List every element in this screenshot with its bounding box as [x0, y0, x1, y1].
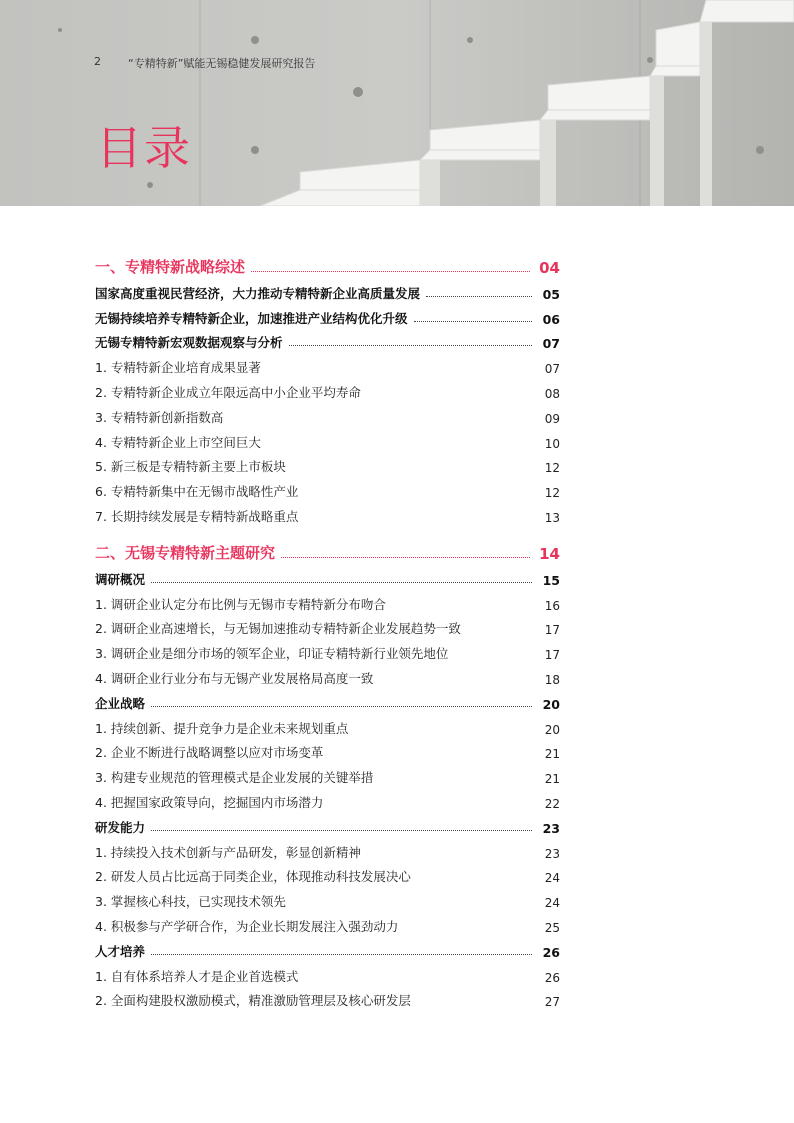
- toc-entry-page: 21: [544, 747, 560, 762]
- toc-item[interactable]: [95, 836, 560, 861]
- toc-entry-label: 3. 调研企业是细分市场的领军企业，印证专精特新行业领先地位: [95, 646, 449, 662]
- report-title: “专精特新”赋能无锡稳健发展研究报告: [128, 57, 316, 70]
- toc-item[interactable]: [95, 376, 560, 401]
- toc-entry-label: 1. 专精特新企业培育成果显著: [95, 360, 261, 376]
- toc-subheading[interactable]: [95, 327, 560, 352]
- toc-item[interactable]: [95, 451, 560, 476]
- toc-entry-page: 24: [544, 871, 560, 886]
- toc-subheading[interactable]: [95, 687, 560, 712]
- toc-entry-label: 4. 积极参与产学研合作，为企业长期发展注入强劲动力: [95, 918, 399, 934]
- toc-section-label: 一、专精特新战略综述: [95, 258, 246, 276]
- toc-item[interactable]: [95, 712, 560, 737]
- toc-entry-page: 23: [544, 846, 560, 861]
- toc-item[interactable]: [95, 401, 560, 426]
- toc-subheading[interactable]: [95, 935, 560, 960]
- toc-heading: 目录: [96, 121, 192, 175]
- toc-entry-page: 15: [542, 572, 560, 588]
- dot-leader: [151, 706, 532, 707]
- toc-entry-page: 24: [544, 896, 560, 911]
- dot-leader: [281, 557, 530, 558]
- toc-entry-label: 1. 自有体系培养人才是企业首选模式: [95, 968, 299, 984]
- toc-entry-page: 26: [544, 970, 560, 985]
- toc-entry-label: 7. 长期持续发展是专精特新战略重点: [95, 508, 299, 524]
- toc-section-label: 二、无锡专精特新主题研究: [95, 543, 276, 562]
- toc-entry-page: 07: [542, 336, 560, 352]
- page-number: 2: [94, 55, 101, 68]
- toc-entry-label: 4. 把握国家政策导向，挖掘国内市场潜力: [95, 794, 324, 810]
- toc-item[interactable]: [95, 426, 560, 451]
- toc-subheading[interactable]: [95, 563, 560, 588]
- dot-leader: [151, 582, 532, 583]
- toc-entry-label: 调研概况: [95, 571, 146, 587]
- toc-entry-page: 17: [544, 648, 560, 663]
- toc-entry-page: 23: [542, 820, 560, 836]
- toc-entry-label: 无锡持续培养专精特新企业，加速推进产业结构优化升级: [95, 310, 408, 326]
- toc-entry-page: 16: [544, 598, 560, 613]
- toc-entry-label: 人才培养: [95, 943, 146, 959]
- toc-item[interactable]: [95, 985, 560, 1010]
- toc-entry-label: 2. 调研企业高速增长，与无锡加速推动专精特新企业发展趋势一致: [95, 621, 461, 637]
- toc-entry-page: 18: [544, 672, 560, 687]
- toc-entry-label: 1. 调研企业认定分布比例与无锡市专精特新分布吻合: [95, 596, 386, 612]
- toc-item[interactable]: [95, 885, 560, 910]
- toc-entry-page: 22: [544, 796, 560, 811]
- toc-item[interactable]: [95, 475, 560, 500]
- toc-entry-page: 12: [544, 486, 560, 501]
- toc-item[interactable]: [95, 960, 560, 985]
- toc-entry-label: 国家高度重视民营经济，大力推动专精特新企业高质量发展: [95, 285, 421, 301]
- toc-entry-label: 2. 企业不断进行战略调整以应对市场变革: [95, 745, 324, 761]
- toc-section[interactable]: [95, 539, 560, 563]
- toc-entry-page: 27: [544, 995, 560, 1010]
- toc-entry-page: 25: [544, 920, 560, 935]
- toc-entry-label: 1. 持续创新、提升竞争力是企业未来规划重点: [95, 720, 349, 736]
- toc-item[interactable]: [95, 786, 560, 811]
- toc-item[interactable]: [95, 637, 560, 662]
- toc-entry-label: 3. 构建专业规范的管理模式是企业发展的关键举措: [95, 770, 374, 786]
- toc-item[interactable]: [95, 861, 560, 886]
- toc-entry-page: 13: [544, 510, 560, 525]
- toc-section-page: 04: [539, 259, 560, 277]
- toc-section-page: 14: [539, 544, 560, 563]
- toc-entry-page: 07: [544, 362, 560, 377]
- toc-entry-label: 2. 全面构建股权激励模式，精准激励管理层及核心研发层: [95, 993, 411, 1009]
- toc-entry-page: 20: [544, 722, 560, 737]
- toc-entry-label: 5. 新三板是专精特新主要上市板块: [95, 459, 286, 475]
- header-banner-image: [0, 0, 794, 206]
- toc-item[interactable]: [95, 761, 560, 786]
- dot-leader: [414, 321, 532, 322]
- toc-entry-label: 2. 研发人员占比远高于同类企业，体现推动科技发展决心: [95, 869, 411, 885]
- toc-entry-page: 05: [542, 286, 560, 302]
- dot-leader: [151, 954, 532, 955]
- toc-subheading[interactable]: [95, 811, 560, 836]
- table-of-contents: [95, 250, 560, 1009]
- toc-entry-label: 研发能力: [95, 819, 146, 835]
- toc-item[interactable]: [95, 351, 560, 376]
- toc-entry-page: 17: [544, 623, 560, 638]
- dot-leader: [251, 271, 530, 272]
- toc-entry-label: 3. 专精特新创新指数高: [95, 409, 224, 425]
- dot-leader: [289, 345, 532, 346]
- toc-entry-page: 08: [544, 386, 560, 401]
- toc-item[interactable]: [95, 500, 560, 525]
- toc-entry-page: 20: [542, 696, 560, 712]
- toc-entry-page: 12: [544, 461, 560, 476]
- toc-entry-label: 无锡专精特新宏观数据观察与分析: [95, 335, 283, 351]
- toc-entry-label: 2. 专精特新企业成立年限远高中小企业平均寿命: [95, 384, 361, 400]
- toc-entry-page: 09: [544, 411, 560, 426]
- toc-item[interactable]: [95, 910, 560, 935]
- toc-entry-label: 4. 调研企业行业分布与无锡产业发展格局高度一致: [95, 670, 374, 686]
- toc-item[interactable]: [95, 737, 560, 762]
- toc-item[interactable]: [95, 662, 560, 687]
- toc-entry-label: 企业战略: [95, 695, 146, 711]
- toc-entry-page: 10: [544, 436, 560, 451]
- toc-subheading[interactable]: [95, 277, 560, 302]
- toc-entry-label: 6. 专精特新集中在无锡市战略性产业: [95, 484, 299, 500]
- toc-entry-label: 1. 持续投入技术创新与产品研发，彰显创新精神: [95, 844, 361, 860]
- toc-item[interactable]: [95, 588, 560, 613]
- dot-leader: [426, 296, 532, 297]
- toc-section[interactable]: [95, 253, 560, 277]
- toc-entry-page: 21: [544, 772, 560, 787]
- toc-entry-page: 26: [542, 944, 560, 960]
- toc-entry-label: 3. 掌握核心科技，已实现技术领先: [95, 894, 286, 910]
- toc-entry-page: 06: [542, 311, 560, 327]
- toc-entry-label: 4. 专精特新企业上市空间巨大: [95, 434, 261, 450]
- dot-leader: [151, 830, 532, 831]
- toc-subheading[interactable]: [95, 302, 560, 327]
- toc-item[interactable]: [95, 613, 560, 638]
